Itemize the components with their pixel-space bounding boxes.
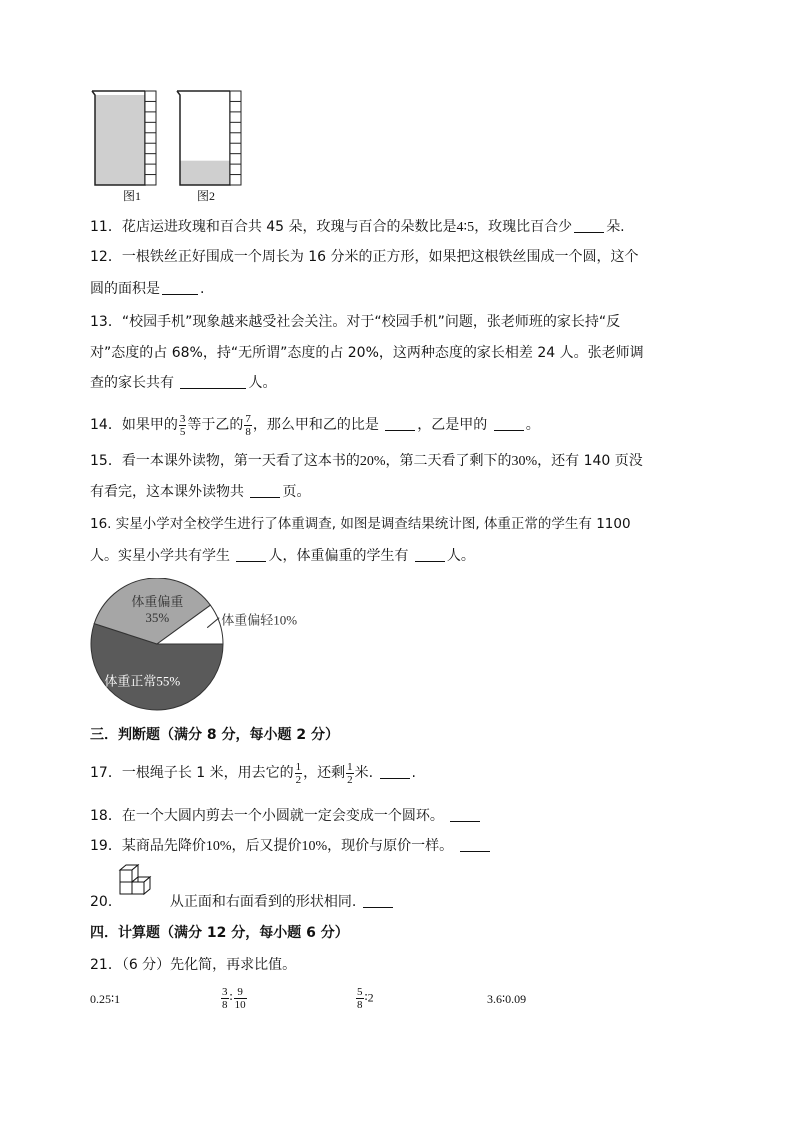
section-4-title: 四．计算题（满分 12 分，每小题 6 分） bbox=[90, 925, 349, 941]
answer-blank[interactable] bbox=[162, 280, 198, 295]
question-12-line-2: 圆的面积是 . bbox=[90, 281, 205, 297]
answer-blank[interactable] bbox=[380, 764, 410, 779]
question-15-line-2: 有看完，这本课外读物共 页。 bbox=[90, 484, 311, 500]
fraction: $\frac{3}{8}$ bbox=[222, 986, 228, 1011]
calc-expression-2: $\frac{3}{8}$ ∶ $\frac{9}{10}$ bbox=[222, 986, 246, 1011]
answer-blank[interactable] bbox=[236, 547, 266, 562]
section-3-title: 三．判断题（满分 8 分，每小题 2 分） bbox=[90, 727, 339, 743]
question-13-line-1: 13．“校园手机”现象越来越受社会关注。对于“校园手机”问题，张老师班的家长持“反 bbox=[90, 314, 621, 330]
fraction: $\frac{3}{5}$ bbox=[179, 412, 186, 438]
answer-blank[interactable] bbox=[494, 416, 524, 431]
calc-expression-3: $\frac{5}{8}$ ∶2 bbox=[357, 986, 374, 1011]
question-16-line-2: 人。实星小学共有学生 人，体重偏重的学生有 人。 bbox=[90, 548, 475, 564]
pie-label-2: 体重正常55% bbox=[104, 673, 181, 689]
question-14: 14．如果甲的 $\frac{3}{5}$ 等于乙的 $\frac{7}{8}$ ，那么甲和乙的比是 ，乙是甲的 。 bbox=[90, 412, 540, 438]
figure-1-caption: 图1 bbox=[123, 189, 142, 203]
answer-blank[interactable] bbox=[574, 218, 604, 233]
answer-blank[interactable] bbox=[415, 547, 445, 562]
calc-expression-4: 3.6∶0.09 bbox=[487, 992, 527, 1006]
answer-blank[interactable] bbox=[460, 837, 490, 852]
scale-ruler bbox=[145, 91, 156, 185]
fraction: $\frac{5}{8}$ bbox=[357, 986, 363, 1011]
fraction: $\frac{9}{10}$ bbox=[234, 986, 246, 1011]
fraction: $\frac{7}{8}$ bbox=[245, 412, 251, 438]
fraction: $\frac{1}{2}$ bbox=[295, 760, 302, 786]
question-17: 17．一根绳子长 1 米，用去它的 $\frac{1}{2}$ ，还剩 $\frac{1}{2}$ 米. . bbox=[90, 760, 416, 786]
question-19: 19．某商品先降价10%，后又提价10%，现价与原价一样。 bbox=[90, 836, 492, 857]
pie-label-name-0: 体重偏重 bbox=[131, 594, 184, 610]
container-figures bbox=[85, 85, 260, 195]
answer-blank[interactable] bbox=[180, 374, 246, 389]
scale-ruler bbox=[230, 91, 241, 185]
container-figure-1 bbox=[92, 91, 156, 185]
pie-label-value-0: 35% bbox=[145, 610, 170, 626]
question-20: 20． 从正面和右面看到的形状相同. bbox=[90, 892, 395, 912]
pie-chart bbox=[85, 578, 345, 718]
answer-blank[interactable] bbox=[450, 807, 480, 822]
water-fill bbox=[95, 95, 145, 185]
water-fill bbox=[180, 161, 230, 185]
container-figure-2 bbox=[177, 91, 241, 185]
question-13-line-3: 查的家长共有 人。 bbox=[90, 375, 277, 391]
question-18: 18．在一个大圆内剪去一个小圆就一定会变成一个圆环。 bbox=[90, 806, 482, 826]
fraction: $\frac{1}{2}$ bbox=[347, 760, 353, 786]
figure-2-caption: 图2 bbox=[197, 189, 216, 203]
answer-blank[interactable] bbox=[363, 893, 393, 908]
answer-blank[interactable] bbox=[250, 483, 280, 498]
question-13-line-2: 对”态度的占 68%，持“无所谓”态度的占 20%，这两种态度的家长相差 24 人。张老师调 bbox=[90, 345, 644, 361]
question-21: 21．（6 分）先化简，再求比值。 bbox=[90, 957, 297, 973]
answer-blank[interactable] bbox=[385, 416, 415, 431]
question-12-line-1: 12．一根铁丝正好围成一个周长为 16 分米的正方形，如果把这根铁丝围成一个圆，这个 bbox=[90, 249, 639, 265]
calc-expression-1: 0.25∶1 bbox=[90, 992, 121, 1006]
question-11: 11．花店运进玫瑰和百合共 45 朵，玫瑰与百合的朵数比是4∶5，玫瑰比百合少 朵. bbox=[90, 219, 625, 235]
question-16-line-1: 16. 实星小学对全校学生进行了体重调查, 如图是调查结果统计图, 体重正常的学生有 1100 bbox=[90, 516, 631, 532]
pie-label-1: 体重偏轻10% bbox=[221, 612, 298, 628]
question-15-line-1: 15．看一本课外读物，第一天看了这本书的20%，第二天看了剩下的30%，还有 140 页没 bbox=[90, 453, 643, 469]
